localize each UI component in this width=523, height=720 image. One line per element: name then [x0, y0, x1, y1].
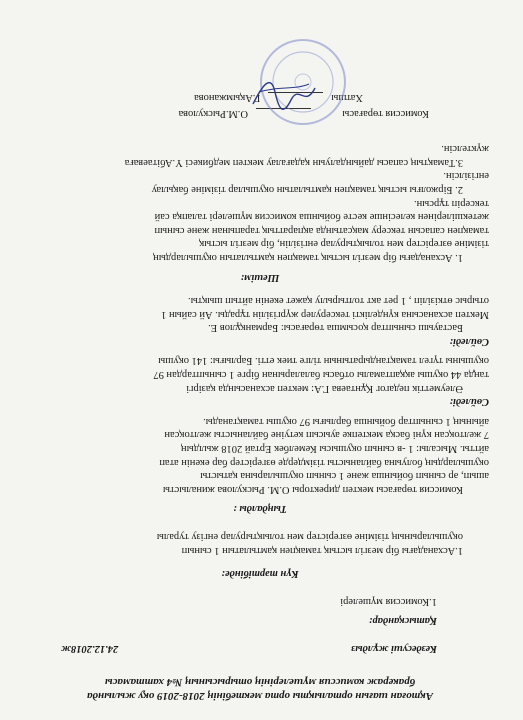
spoke-section-2 [31, 294, 489, 348]
spoke2-line: Бастауыш сыныптар қосымша төрағасы: Барманқұлов Е. [208, 322, 463, 334]
document-content [31, 68, 489, 702]
spoke1-line: Әлеуметтік педагог Құнтаева Г.А: мектеп асханасында қазіргі [186, 382, 463, 394]
decision-label: Шешім: [240, 271, 280, 283]
decision-item-2 [31, 169, 489, 196]
heard-line: Комиссия төрағасы мектеп директоры О.М. Рыскулова жиналысты [163, 483, 463, 495]
heard-label: Тыңдалды : [233, 503, 287, 515]
date-value: 24.12.2018ж [61, 643, 119, 654]
spoke-section-1 [31, 354, 489, 408]
spoke2-line: Мектеп асханасына күнделікті тексерулер жүргізілін тұрады. Ай сайын 1 [161, 308, 489, 320]
title-line-2: бракераж комиссия мүшелерінің отырысының №4 хаттамасы [104, 676, 416, 689]
heard-line: айының 1 сыныптар бойынша барлығы 97 оқушы тамақтанады. [203, 415, 489, 427]
secretary-signature-line [31, 90, 429, 104]
secretary-name: Г.Ақымжанова [194, 92, 261, 103]
heard-line: 7 желтоқсан күні басқа мектепке ауысып кетуіне байланысты желтоқсан [164, 429, 489, 441]
decision-line: тамақпен сапасын тексеру мақсатында ақпараттық тарапынан және сынып [154, 224, 489, 236]
heard-section [31, 414, 489, 515]
heard-line: айтты. Мысалы: 1 -в сынып оқушысы Кемелбек Ертай 2018 жылдың [181, 443, 489, 455]
attendees-label: Қатысқандар: [368, 615, 437, 627]
chair-role: Комиссия төрағасы [342, 107, 429, 119]
document-title [31, 675, 489, 702]
decision-line: тізіміне өзгерістер мен толықтырулар енгізілін, бір мезгіл ыстық [199, 238, 489, 250]
secretary-role: Хатшы [331, 92, 363, 103]
spoke1-line: таңда 44 оқушы аққаптамалы отбасы балаларынан бірге 1 сыныптардан 97 [153, 369, 489, 381]
decision-line: жүктелсін. [441, 143, 489, 155]
spoke2-line: отырыс өткізіліп , 1 рет акт толтырылу қажет екенін айтып шықты. [188, 295, 489, 307]
handwritten-signature-icon [249, 78, 319, 114]
agenda-section [31, 529, 489, 580]
agenda-label: Күн тәртібінде: [221, 568, 299, 580]
date-row [31, 641, 489, 655]
agenda-item-1-line-a: 1.Асханадағы бір мезгіл ыстық тамақпен қамтылатын 1 сынып [181, 544, 463, 556]
spoke-label-1: Сөйледі: [449, 396, 489, 408]
decision-line: 3.Тамақтың сапасы дайындалуын қадағалау мектеп медбикесі Ү.Абітаеваға [124, 156, 463, 168]
spoke-label-2: Сөйледі: [449, 335, 489, 347]
decision-line: жетекшілерінен келесінше кесте бойынша комиссия мүшелері талапқа сай [154, 211, 489, 223]
decision-line: 1. Асханадағы бір мезгіл ыстық тамақпен қамтылатын оқушылардың [153, 251, 463, 263]
date-label: Кездесуші жұлдыз [351, 643, 437, 654]
agenda-item-1-line-b: оқушыларының тізіміне өзгерістер мен толықтырулар енгізу туралы [156, 531, 463, 543]
chair-signature-line [31, 106, 429, 120]
attendees-members: 1.Комиссия мүшелері [340, 595, 437, 607]
heard-line: ашып, әр сынып бойынша және 1 сынып оқушыларына қатысты [200, 470, 489, 482]
decision-line: тексеріп тұрсын. [414, 197, 489, 209]
chair-name: О.М.Рыскулова [178, 107, 248, 119]
decision-item-3 [31, 142, 489, 169]
heard-line: оқушылардың болуына байланысты тізімдерде өзгерістер бар екенін атап [159, 456, 489, 468]
spoke1-line: оқушыны түгел тамақтандыратынын тілге тиек етті. Барлығы: 141 оқушы [158, 355, 489, 367]
decision-line: 2. Біржолғы ыстық тамақпен қамтылатын оқушылар тізіміне бақылау [151, 183, 463, 195]
signature-block [31, 68, 489, 120]
decision-section [31, 142, 489, 284]
attendees-section [31, 594, 489, 627]
decision-line: енгізілсін. [443, 170, 489, 182]
title-line-1: Ақтоған шағын орталықты орта мектебінің 2018-2019 оқу жылында [87, 690, 433, 702]
decision-item-1 [31, 196, 489, 264]
heard-paragraph [31, 414, 489, 496]
